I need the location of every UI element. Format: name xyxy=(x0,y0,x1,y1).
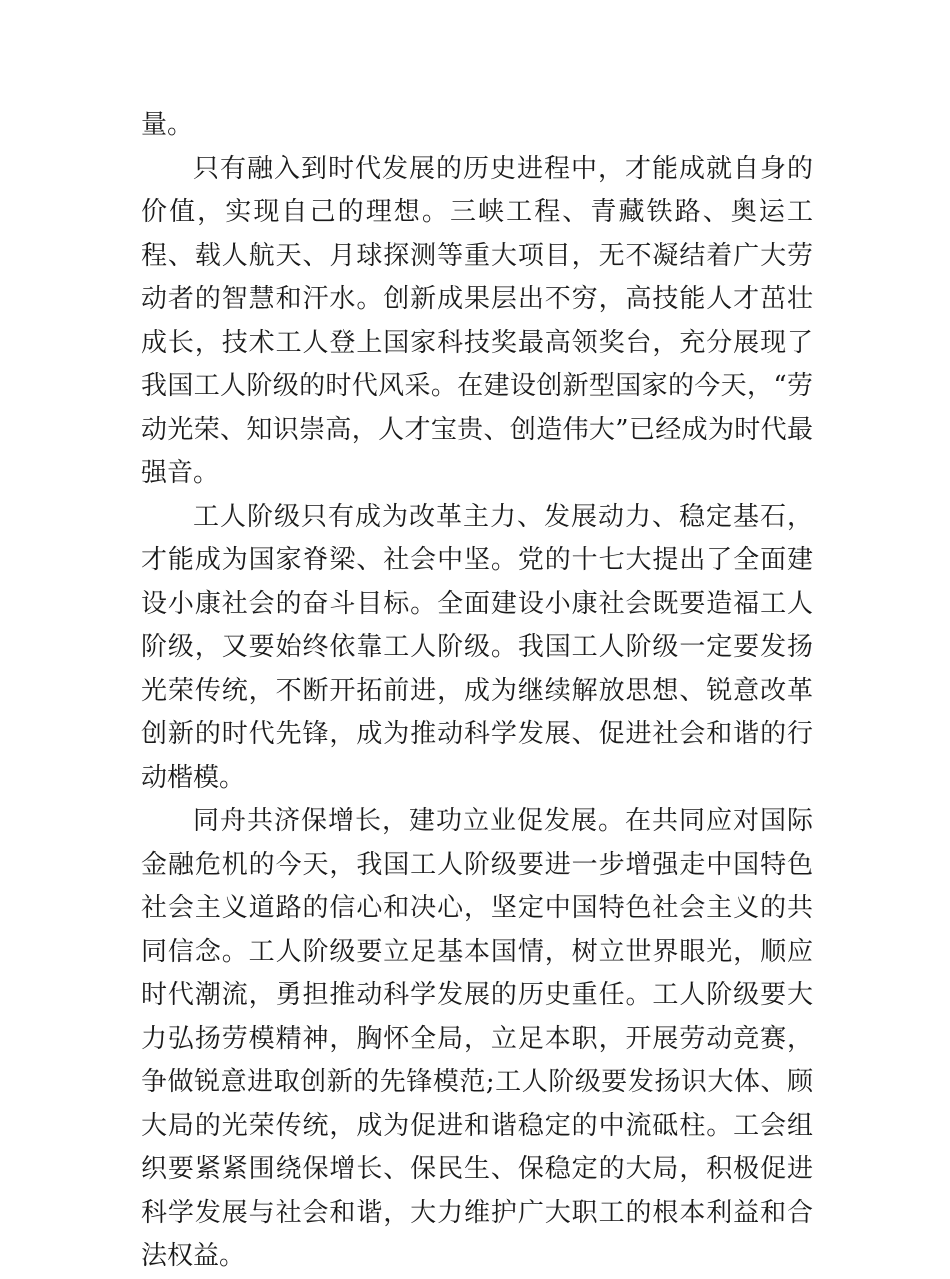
paragraph-2: 工人阶级只有成为改革主力、发展动力、稳定基石，才能成为国家脊梁、社会中坚。党的十七大提出了全面建设小康社会的奋斗目标。全面建设小康社会既要造福工人阶级，又要始终依靠工人阶级。我国工人阶级一定要发扬光荣传统，不断开拓前进，成为继续解放思想、锐意改革创新的时代先锋，成为推动科学发展、促进社会和谐的行动楷模。 xyxy=(141,501,813,793)
paragraph-continuation: 量。 xyxy=(141,110,194,140)
paragraph-1: 只有融入到时代发展的历史进程中，才能成就自身的价值，实现自己的理想。三峡工程、青藏铁路、奥运工程、载人航天、月球探测等重大项目，无不凝结着广大劳动者的智慧和汗水。创新成果层出不穷，高技能人才茁壮成长，技术工人登上国家科技奖最高领奖台，充分展现了我国工人阶级的时代风采。在建设创新型国家的今天，“劳动光荣、知识崇高，人才宝贵、创造伟大”已经成为时代最强音。 xyxy=(141,153,813,488)
paragraph-3: 同舟共济保增长，建功立业促发展。在共同应对国际金融危机的今天，我国工人阶级要进一步增强走中国特色社会主义道路的信心和决心，坚定中国特色社会主义的共同信念。工人阶级要立足基本国情，树立世界眼光，顺应时代潮流，勇担推动科学发展的历史重任。工人阶级要大力弘扬劳模精神，胸怀全局，立足本职，开展劳动竞赛，争做锐意进取创新的先锋模范;工人阶级要发扬识大体、顾大局的光荣传统，成为促进和谐稳定的中流砥柱。工会组织要紧紧围绕保增长、保民生、保稳定的大局，积极促进科学发展与社会和谐，大力维护广大职工的根本利益和合法权益。 xyxy=(141,806,813,1271)
document-body xyxy=(141,104,813,1279)
